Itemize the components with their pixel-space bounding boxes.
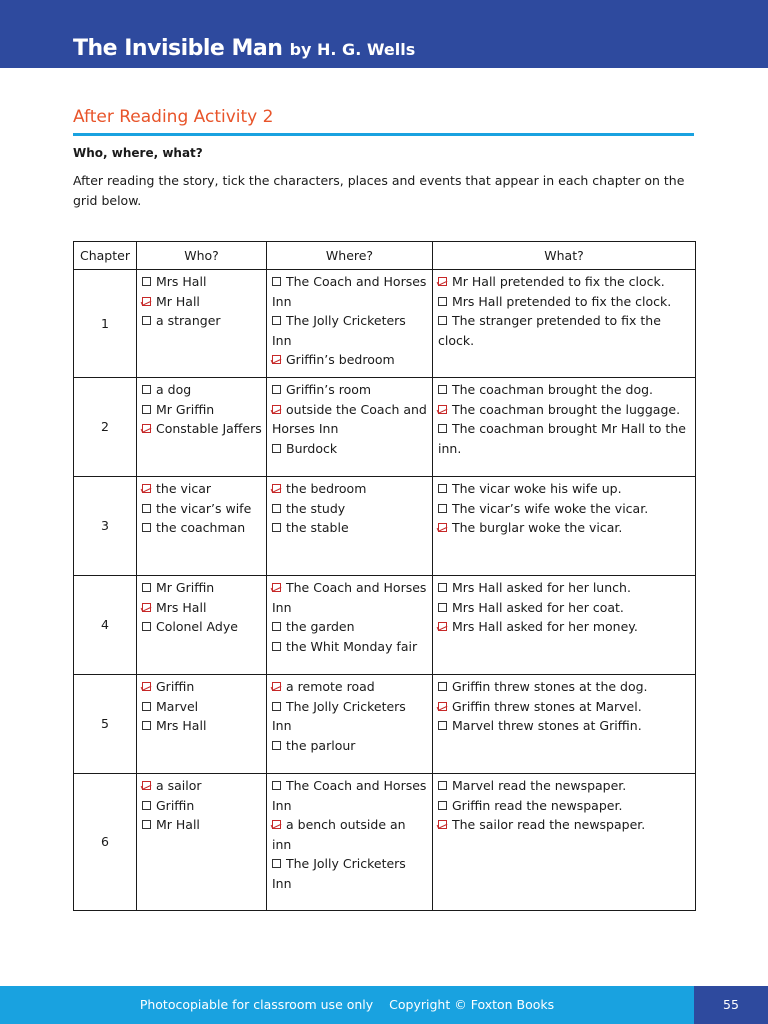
option-label: The sailor read the newspaper.	[452, 817, 646, 833]
checkbox-icon[interactable]	[142, 820, 151, 829]
checkbox-icon[interactable]	[142, 385, 151, 394]
checkbox-icon[interactable]	[272, 781, 281, 790]
option-label: Colonel Adye	[156, 619, 238, 635]
chapter-number: 2	[74, 378, 137, 477]
option-what[interactable]	[438, 578, 691, 598]
page-number: 55	[694, 986, 768, 1024]
checkbox-icon[interactable]	[438, 297, 447, 306]
option-label: The Jolly Cricketers Inn	[272, 313, 406, 348]
checkbox-icon[interactable]	[142, 622, 151, 631]
checkbox-icon[interactable]	[272, 523, 281, 532]
option-what[interactable]	[438, 499, 691, 519]
option-who[interactable]	[142, 617, 262, 637]
checked-box-icon[interactable]	[438, 622, 447, 631]
checked-box-icon[interactable]	[142, 682, 151, 691]
option-label: The coachman brought the luggage.	[452, 401, 681, 417]
option-where[interactable]	[272, 439, 428, 459]
option-label: The coachman brought the dog.	[452, 382, 654, 397]
checkbox-icon[interactable]	[272, 385, 281, 394]
checkbox-icon[interactable]	[272, 642, 281, 651]
checked-box-icon[interactable]	[438, 277, 447, 286]
option-where[interactable]	[272, 637, 428, 657]
title-divider	[73, 133, 694, 136]
checkbox-icon[interactable]	[142, 583, 151, 592]
checked-box-icon[interactable]	[142, 781, 151, 790]
option-label: outside the Coach and Horses Inn	[272, 401, 427, 437]
option-label: Griffin	[156, 797, 195, 813]
option-where[interactable]	[272, 272, 428, 311]
activity-subheading: Who, where, what?	[73, 146, 203, 160]
option-label: Mr Griffin	[156, 580, 215, 595]
option-label: Mrs Hall	[156, 718, 207, 734]
cell-who	[137, 378, 267, 477]
option-who[interactable]	[142, 499, 262, 519]
option-label: Mrs Hall pretended to fix the clock.	[452, 293, 672, 309]
page-footer	[0, 986, 768, 1024]
option-what[interactable]	[438, 716, 691, 736]
option-who[interactable]	[142, 697, 262, 717]
footer-text	[0, 986, 694, 1024]
activity-title: After Reading Activity 2	[73, 107, 274, 127]
header-what: What?	[433, 242, 696, 270]
cell-what	[433, 675, 696, 774]
option-label: Mrs Hall asked for her lunch.	[452, 580, 631, 595]
cell-where	[267, 270, 433, 378]
checkbox-icon[interactable]	[438, 504, 447, 513]
cell-what	[433, 774, 696, 911]
option-who[interactable]	[142, 311, 262, 331]
checkbox-icon[interactable]	[272, 622, 281, 631]
option-what[interactable]	[438, 796, 691, 816]
option-what[interactable]	[438, 518, 691, 538]
checkbox-icon[interactable]	[272, 741, 281, 750]
checkbox-icon[interactable]	[272, 504, 281, 513]
option-what[interactable]	[438, 697, 691, 717]
option-label: the bedroom	[286, 481, 367, 496]
option-what[interactable]	[438, 677, 691, 697]
option-who[interactable]	[142, 518, 262, 538]
chapter-number: 3	[74, 477, 137, 576]
checkbox-icon[interactable]	[142, 801, 151, 810]
checkbox-icon[interactable]	[272, 277, 281, 286]
option-label: the coachman	[156, 520, 246, 536]
header-who: Who?	[137, 242, 267, 270]
option-who[interactable]	[142, 598, 262, 618]
grid-header-row	[74, 242, 696, 270]
option-what[interactable]	[438, 380, 691, 400]
grid-row-chapter-2	[74, 378, 696, 477]
chapter-number: 1	[74, 270, 137, 378]
option-what[interactable]	[438, 776, 691, 796]
checkbox-icon[interactable]	[142, 504, 151, 513]
option-who[interactable]	[142, 716, 262, 736]
option-what[interactable]	[438, 479, 691, 499]
option-label: a remote road	[286, 679, 375, 694]
option-label: a sailor	[156, 778, 202, 793]
option-where[interactable]	[272, 400, 428, 439]
grid-row-chapter-6	[74, 774, 696, 911]
option-where[interactable]	[272, 499, 428, 519]
cell-who	[137, 477, 267, 576]
chapter-grid	[73, 241, 696, 911]
checkbox-icon[interactable]	[142, 405, 151, 414]
cell-where	[267, 675, 433, 774]
option-where[interactable]	[272, 578, 428, 617]
checked-box-icon[interactable]	[438, 523, 447, 532]
option-who[interactable]	[142, 677, 262, 697]
checked-box-icon[interactable]	[272, 355, 281, 364]
option-label: the parlour	[286, 737, 356, 753]
checkbox-icon[interactable]	[142, 523, 151, 532]
cell-where	[267, 477, 433, 576]
grid-row-chapter-1	[74, 270, 696, 378]
checked-box-icon[interactable]	[272, 682, 281, 691]
checked-box-icon[interactable]	[272, 405, 281, 414]
checkbox-icon[interactable]	[142, 316, 151, 325]
option-where[interactable]	[272, 776, 428, 815]
option-label: the study	[286, 500, 346, 516]
option-who[interactable]	[142, 815, 262, 835]
grid-body	[74, 270, 696, 911]
option-label: Mr Griffin	[156, 401, 215, 417]
option-what[interactable]	[438, 400, 691, 420]
option-where[interactable]	[272, 677, 428, 697]
option-where[interactable]	[272, 380, 428, 400]
header-chapter: Chapter	[74, 242, 137, 270]
cell-what	[433, 576, 696, 675]
cell-who	[137, 675, 267, 774]
option-label: the Whit Monday fair	[286, 638, 418, 654]
page-header	[0, 0, 768, 68]
option-label: The Coach and Horses Inn	[272, 778, 427, 813]
activity-instructions: After reading the story, tick the characters, places and events that appear in each chapter on the grid below.	[73, 173, 685, 208]
book-title-text: The Invisible Man	[73, 36, 283, 61]
grid-row-chapter-3	[74, 477, 696, 576]
option-label: Marvel threw stones at Griffin.	[452, 718, 642, 734]
option-label: The vicar woke his wife up.	[452, 481, 622, 496]
cell-what	[433, 270, 696, 378]
option-where[interactable]	[272, 736, 428, 756]
option-label: Griffin	[156, 679, 195, 694]
chapter-number: 5	[74, 675, 137, 774]
option-label: The vicar’s wife woke the vicar.	[452, 500, 649, 516]
header-where: Where?	[267, 242, 433, 270]
option-label: the vicar	[156, 481, 212, 496]
option-who[interactable]	[142, 400, 262, 420]
option-label: Constable Jaffers	[156, 421, 262, 437]
option-label: Mr Hall	[156, 293, 200, 309]
option-what[interactable]	[438, 311, 691, 350]
cell-who	[137, 270, 267, 378]
option-what[interactable]	[438, 598, 691, 618]
checked-box-icon[interactable]	[142, 603, 151, 612]
option-who[interactable]	[142, 776, 262, 796]
checked-box-icon[interactable]	[272, 484, 281, 493]
option-label: Marvel read the newspaper.	[452, 778, 627, 793]
chapter-number: 4	[74, 576, 137, 675]
checked-box-icon[interactable]	[142, 424, 151, 433]
option-where[interactable]	[272, 518, 428, 538]
option-what[interactable]	[438, 617, 691, 637]
photocopy-notice: Photocopiable for classroom use only	[139, 997, 374, 1012]
option-label: The Jolly Cricketers Inn	[272, 698, 406, 734]
option-what[interactable]	[438, 815, 691, 835]
checkbox-icon[interactable]	[272, 859, 281, 868]
checkbox-icon[interactable]	[438, 801, 447, 810]
book-title	[73, 36, 415, 61]
checkbox-icon[interactable]	[438, 316, 447, 325]
option-where[interactable]	[272, 350, 428, 370]
copyright-notice: Copyright © Foxton Books	[389, 997, 555, 1012]
checkbox-icon[interactable]	[272, 444, 281, 453]
checkbox-icon[interactable]	[142, 277, 151, 286]
option-label: a bench outside an inn	[272, 817, 406, 852]
option-label: Griffin threw stones at Marvel.	[452, 698, 642, 714]
option-label: The Coach and Horses Inn	[272, 580, 427, 615]
option-who[interactable]	[142, 272, 262, 292]
checked-box-icon[interactable]	[142, 297, 151, 306]
grid-row-chapter-4	[74, 576, 696, 675]
checkbox-icon[interactable]	[438, 424, 447, 433]
option-label: The Coach and Horses Inn	[272, 274, 427, 309]
checkbox-icon[interactable]	[438, 484, 447, 493]
cell-who	[137, 774, 267, 911]
option-label: the vicar’s wife	[156, 500, 252, 516]
cell-what	[433, 477, 696, 576]
option-what[interactable]	[438, 272, 691, 292]
cell-who	[137, 576, 267, 675]
checked-box-icon[interactable]	[142, 484, 151, 493]
option-label: The burglar woke the vicar.	[452, 520, 623, 536]
option-label: the garden	[286, 619, 355, 635]
checkbox-icon[interactable]	[438, 781, 447, 790]
cell-where	[267, 576, 433, 675]
option-where[interactable]	[272, 697, 428, 736]
option-label: Griffin read the newspaper.	[452, 797, 623, 813]
checkbox-icon[interactable]	[142, 702, 151, 711]
option-where[interactable]	[272, 854, 428, 893]
option-label: The Jolly Cricketers Inn	[272, 856, 406, 891]
checked-box-icon[interactable]	[272, 820, 281, 829]
option-label: the stable	[286, 520, 349, 536]
checked-box-icon[interactable]	[438, 702, 447, 711]
checkbox-icon[interactable]	[272, 702, 281, 711]
checkbox-icon[interactable]	[438, 682, 447, 691]
checkbox-icon[interactable]	[438, 385, 447, 394]
option-where[interactable]	[272, 617, 428, 637]
option-label: Mrs Hall asked for her coat.	[452, 599, 624, 615]
checkbox-icon[interactable]	[438, 603, 447, 612]
option-who[interactable]	[142, 380, 262, 400]
option-label: Griffin threw stones at the dog.	[452, 679, 648, 694]
option-where[interactable]	[272, 311, 428, 350]
checkbox-icon[interactable]	[438, 721, 447, 730]
option-label: Mr Hall pretended to fix the clock.	[452, 274, 665, 289]
checked-box-icon[interactable]	[272, 583, 281, 592]
grid-row-chapter-5	[74, 675, 696, 774]
option-who[interactable]	[142, 578, 262, 598]
checkbox-icon[interactable]	[438, 583, 447, 592]
option-where[interactable]	[272, 815, 428, 854]
option-label: Burdock	[286, 440, 338, 456]
option-what[interactable]	[438, 419, 691, 458]
option-label: a dog	[156, 382, 192, 397]
option-who[interactable]	[142, 292, 262, 312]
cell-what	[433, 378, 696, 477]
checkbox-icon[interactable]	[142, 721, 151, 730]
option-label: Mrs Hall asked for her money.	[452, 619, 638, 635]
cell-where	[267, 378, 433, 477]
checked-box-icon[interactable]	[438, 405, 447, 414]
option-label: Mrs Hall	[156, 599, 207, 615]
option-label: a stranger	[156, 313, 221, 329]
option-who[interactable]	[142, 419, 262, 439]
cell-where	[267, 774, 433, 911]
option-label: Griffin’s bedroom	[286, 352, 395, 368]
option-label: The coachman brought Mr Hall to the inn.	[438, 421, 686, 456]
chapter-number: 6	[74, 774, 137, 911]
checked-box-icon[interactable]	[438, 820, 447, 829]
option-label: Mrs Hall	[156, 274, 207, 289]
option-label: Griffin’s room	[286, 382, 372, 397]
option-label: Marvel	[156, 698, 199, 714]
book-byline: by H. G. Wells	[289, 40, 416, 59]
option-who[interactable]	[142, 479, 262, 499]
option-label: The stranger pretended to fix the clock.	[438, 313, 661, 348]
option-label: Mr Hall	[156, 817, 200, 833]
option-where[interactable]	[272, 479, 428, 499]
option-what[interactable]	[438, 292, 691, 312]
checkbox-icon[interactable]	[272, 316, 281, 325]
option-who[interactable]	[142, 796, 262, 816]
